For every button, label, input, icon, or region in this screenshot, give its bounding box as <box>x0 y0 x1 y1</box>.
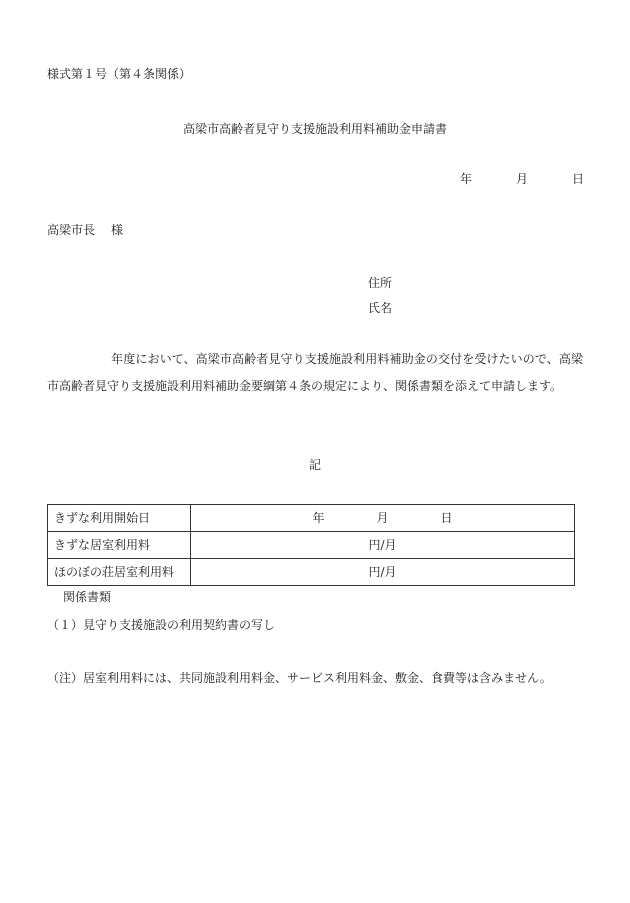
start-day-label: 日 <box>440 511 453 525</box>
ki-heading: 記 <box>308 458 321 472</box>
related-docs-heading: 関係書類 <box>63 590 112 604</box>
address-label: 住所 <box>368 276 393 290</box>
table-label-start-date: きずな利用開始日 <box>48 505 191 532</box>
date-year-label: 年 <box>460 172 473 186</box>
start-month-label: 月 <box>376 511 389 525</box>
date-line <box>460 171 584 187</box>
body-text: 年度において、高梁市高齢者見守り支援施設利用料補助金の交付を受けたいので、高梁市高齢者見守り支援施設利用料補助金要綱第４条の規定により、関係書類を添えて申請します。 <box>47 352 583 393</box>
table-row <box>48 559 575 586</box>
note-text: （注）居室利用料には、共同施設利用料金、サービス利用料金、敷金、食費等は含みません。 <box>47 671 552 685</box>
recipient <box>47 222 123 238</box>
form-number: 様式第１号（第４条関係） <box>47 67 192 81</box>
table-label-honobono-fee: ほのぼの荘居室利用料 <box>48 559 191 586</box>
table-row <box>48 532 575 559</box>
application-body-text <box>47 346 583 400</box>
name-label: 氏名 <box>368 301 393 315</box>
table-row <box>48 505 575 532</box>
table-label-kizuna-fee: きずな居室利用料 <box>48 532 191 559</box>
table-value-honobono-fee: 円/月 <box>191 559 575 586</box>
table-value-kizuna-fee: 円/月 <box>191 532 575 559</box>
date-day-label: 日 <box>572 172 585 186</box>
recipient-name: 高梁市長 <box>47 223 96 237</box>
info-table <box>47 504 575 586</box>
date-month-label: 月 <box>516 172 529 186</box>
recipient-honorific: 様 <box>111 223 124 237</box>
table-value-start-date <box>191 505 575 532</box>
document-title: 高梁市高齢者見守り支援施設利用料補助金申請書 <box>182 122 447 136</box>
related-docs-item: （１）見守り支援施設の利用契約書の写し <box>47 618 276 632</box>
start-year-label: 年 <box>312 511 325 525</box>
